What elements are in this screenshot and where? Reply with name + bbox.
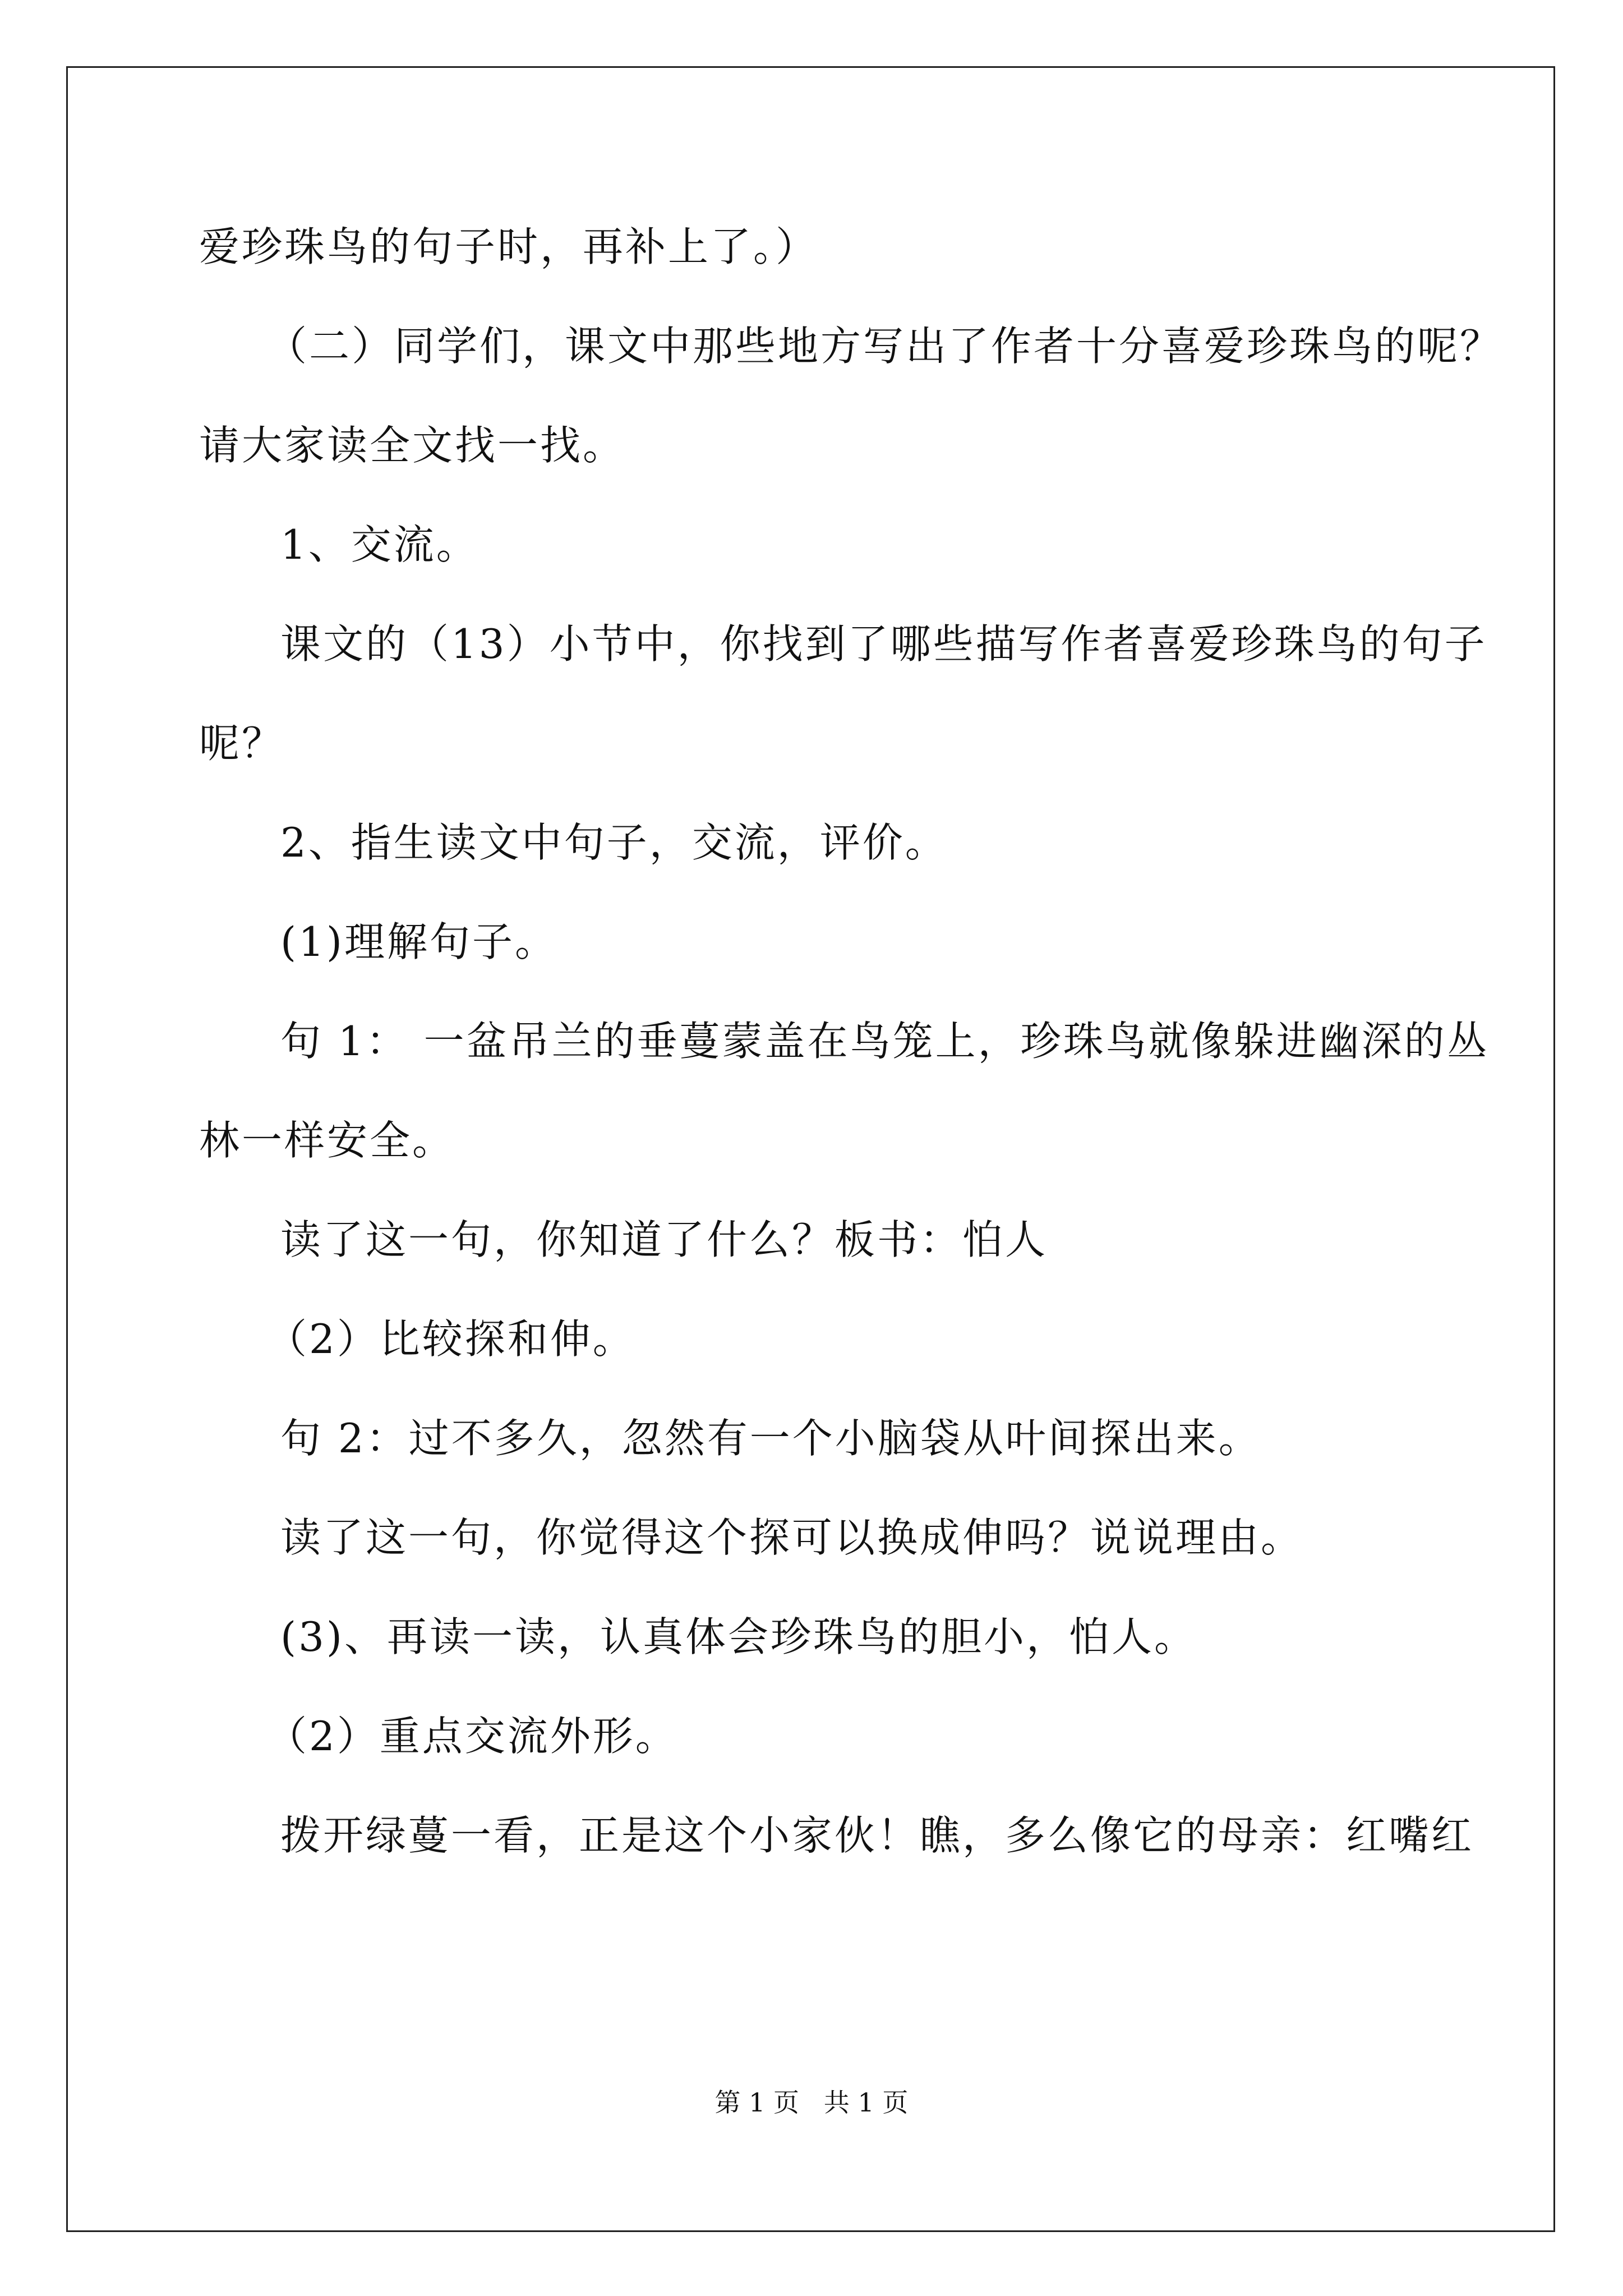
- text-line-15: (3)、再读一读，认真体会珍珠鸟的胆小，怕人。: [280, 1613, 1197, 1660]
- text-line-11: 读了这一句，你知道了什么？板书：怕人: [280, 1216, 1048, 1263]
- text-line-1: 爱珍珠鸟的句子时，再补上了。）: [199, 223, 819, 270]
- text-line-3: 请大家读全文找一找。: [199, 422, 626, 469]
- text-line-14: 读了这一句，你觉得这个探可以换成伸吗？说说理由。: [280, 1514, 1304, 1561]
- text-line-6: 呢？: [199, 720, 285, 767]
- text-line-5: 课文的（13）小节中，你找到了哪些描写作者喜爱珍珠鸟的句子: [280, 620, 1487, 668]
- page-number-footer: 第 1 页 共 1 页: [714, 2087, 909, 2118]
- text-line-8: (1)理解句子。: [280, 918, 557, 965]
- text-line-4: 1、交流。: [280, 521, 479, 568]
- text-line-10: 林一样安全。: [199, 1117, 455, 1164]
- text-line-2: （二）同学们，课文中那些地方写出了作者十分喜爱珍珠鸟的呢？: [266, 323, 1503, 370]
- text-line-7: 2、指生读文中句子，交流，评价。: [280, 819, 948, 866]
- text-line-13: 句 2：过不多久，忽然有一个小脑袋从叶间探出来。: [280, 1415, 1261, 1462]
- text-line-16: （2）重点交流外形。: [266, 1713, 678, 1760]
- text-line-17: 拨开绿蔓一看，正是这个小家伙！瞧，多么像它的母亲：红嘴红: [280, 1812, 1474, 1859]
- text-line-9: 句 1： 一盆吊兰的垂蔓蒙盖在鸟笼上，珍珠鸟就像躲进幽深的丛: [280, 1018, 1490, 1065]
- text-line-12: （2）比较探和伸。: [266, 1315, 635, 1363]
